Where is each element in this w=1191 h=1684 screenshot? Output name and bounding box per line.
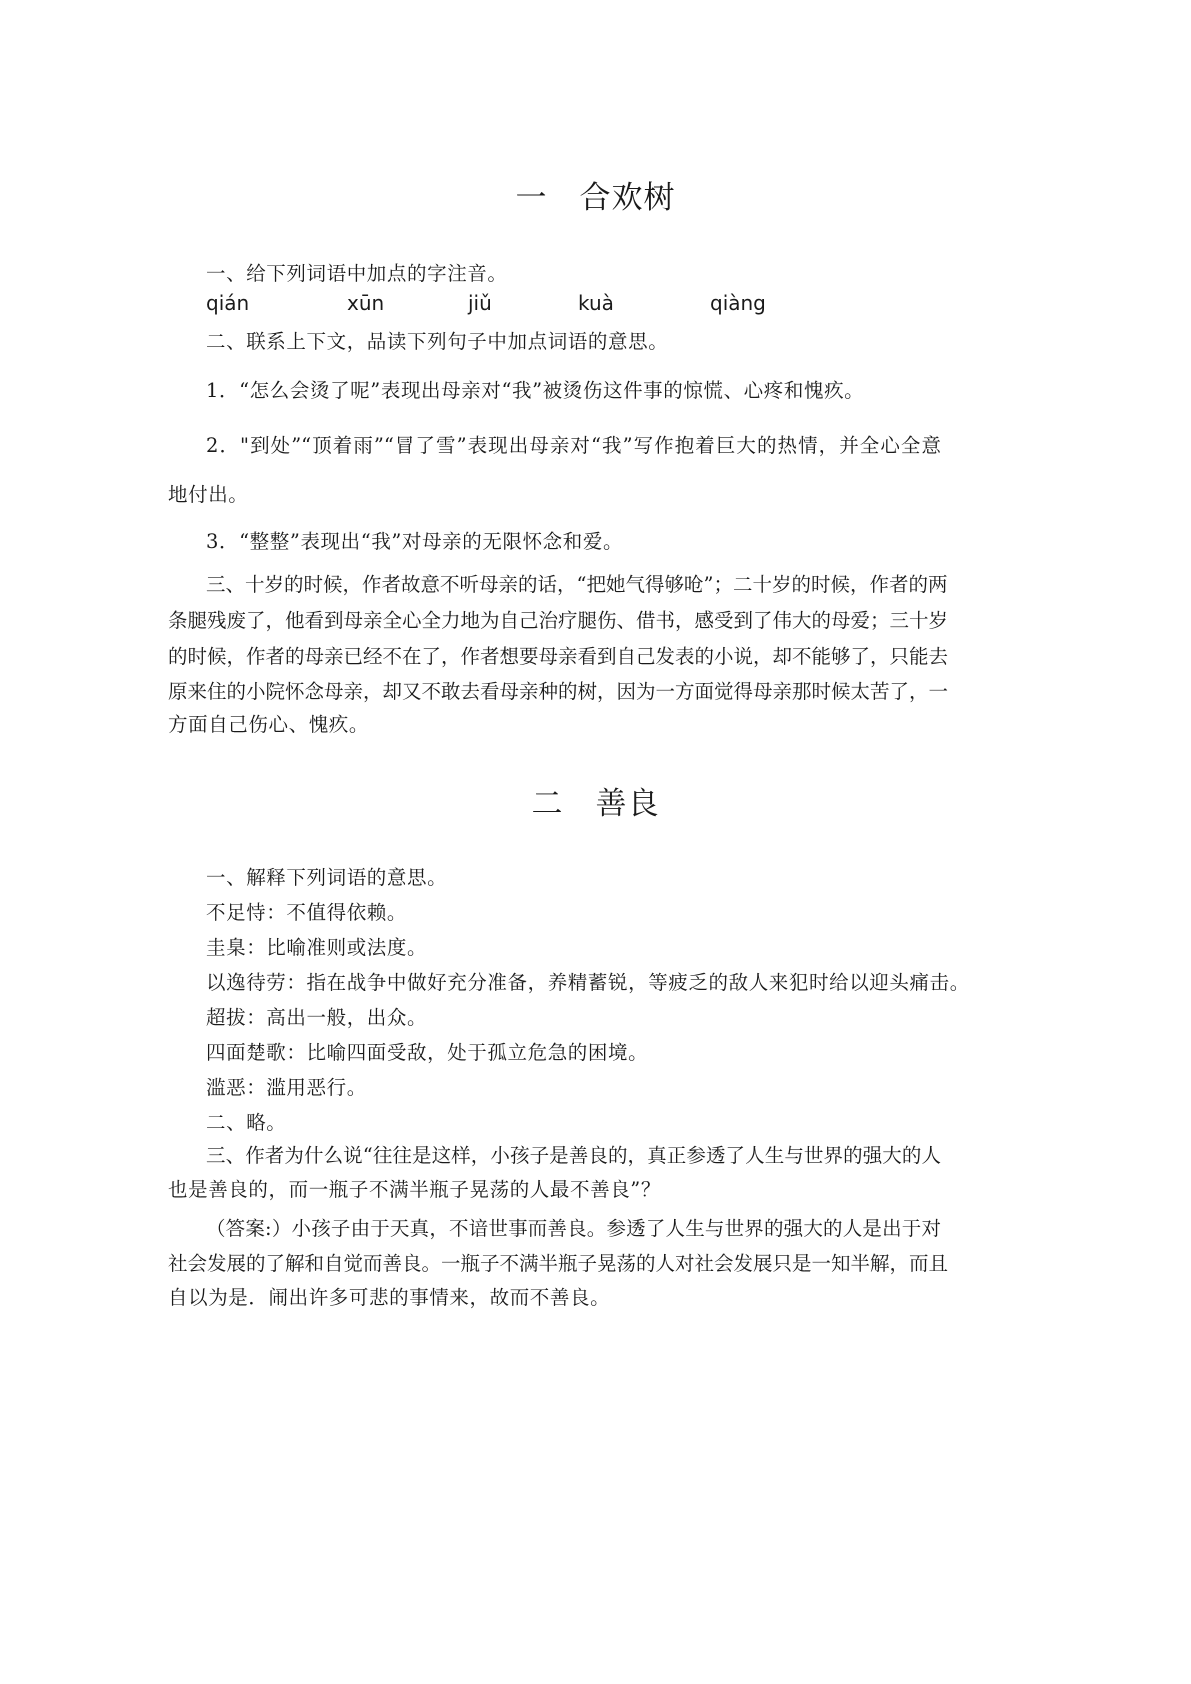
answer-paragraph-line: 自以为是．闹出许多可悲的事情来，故而不善良。 [168, 1286, 611, 1309]
question-1-heading: 一、给下列词语中加点的字注音。 [206, 262, 508, 285]
answer-paragraph-line: （答案:）小孩子由于天真，不谙世事而善良。参透了人生与世界的强大的人是出于对 [206, 1217, 941, 1240]
answer-item-1: 1．“怎么会烫了呢”表现出母亲对“我”被烫伤这件事的惊慌、心疼和愧疚。 [206, 379, 865, 402]
question-3-heading-continued: 也是善良的，而一瓶子不满半瓶子晃荡的人最不善良”？ [168, 1178, 661, 1201]
answer-item-2: 2．"到处”“顶着雨”“冒了雪”表现出母亲对“我”写作抱着巨大的热情，并全心全意 [206, 434, 941, 457]
pinyin-answer: jiǔ [468, 291, 492, 315]
answer-paragraph-line: 社会发展的了解和自觉而善良。一瓶子不满半瓶子晃荡的人对社会发展只是一知半解，而且 [168, 1252, 949, 1275]
definition-item: 四面楚歌：比喻四面受敌，处于孤立危急的困境。 [206, 1041, 649, 1064]
question-3-answer-line: 原来住的小院怀念母亲，却又不敢去看母亲种的树，因为一方面觉得母亲那时候太苦了，一 [168, 680, 949, 703]
definition-item: 超拔：高出一般，出众。 [206, 1006, 428, 1029]
question-1-heading: 一、解释下列词语的意思。 [206, 866, 448, 889]
section-title-shanliang: 二 善良 [531, 786, 660, 822]
definition-item: 圭臬：比喻准则或法度。 [206, 936, 428, 959]
definition-item: 不足恃：不值得依赖。 [206, 901, 408, 924]
question-2-heading: 二、联系上下文，品读下列句子中加点词语的意思。 [206, 330, 669, 353]
question-3-answer-line: 条腿残废了，他看到母亲全心全力地为自己治疗腿伤、借书，感受到了伟大的母爱；三十岁 [168, 609, 949, 632]
answer-item-2-continued: 地付出。 [168, 483, 249, 506]
section-title-hehuanshu: 一 合欢树 [515, 180, 676, 216]
definition-item: 以逸待劳：指在战争中做好充分准备，养精蓄锐，等疲乏的敌人来犯时给以迎头痛击。 [206, 971, 970, 994]
question-3-heading: 三、作者为什么说“往往是这样，小孩子是善良的，真正参透了人生与世界的强大的人 [206, 1144, 941, 1167]
question-3-answer-line: 方面自己伤心、愧疚。 [168, 713, 370, 736]
pinyin-answer: qiàng [710, 291, 766, 315]
pinyin-answer: qián [206, 291, 250, 315]
pinyin-answer: xūn [347, 291, 385, 315]
question-3-answer-line: 的时候，作者的母亲已经不在了，作者想要母亲看到自己发表的小说，却不能够了，只能去 [168, 645, 949, 668]
question-3-answer-line: 三、十岁的时候，作者故意不听母亲的话，“把她气得够呛”；二十岁的时候，作者的两 [206, 573, 948, 596]
question-2-heading: 二、略。 [206, 1111, 287, 1134]
definition-item: 滥恶：滥用恶行。 [206, 1076, 367, 1099]
answer-item-3: 3．“整整”表现出“我”对母亲的无限怀念和爱。 [206, 530, 624, 553]
pinyin-answer: kuà [578, 291, 614, 315]
